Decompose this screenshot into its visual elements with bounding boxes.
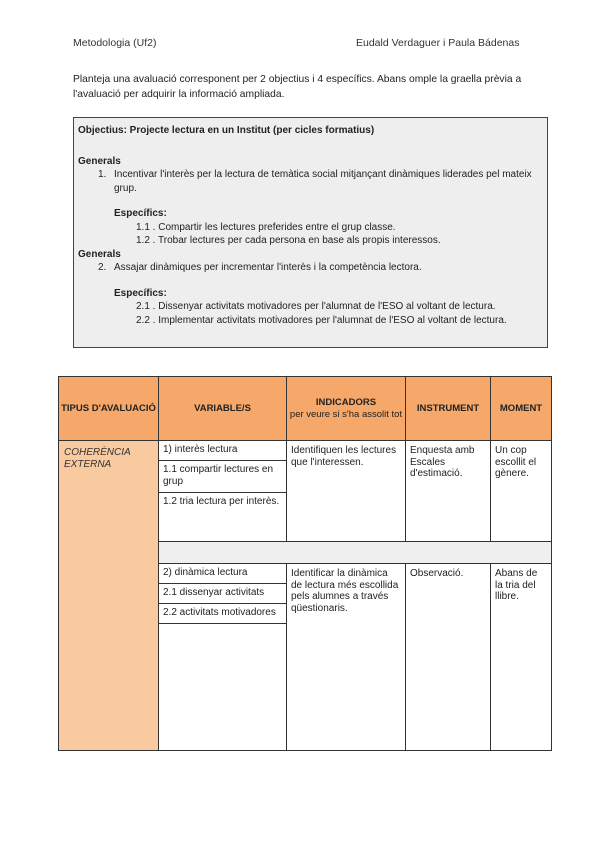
specific-goal: 2.2 . Implementar activitats motivadores per l'alumnat de l'ESO al voltant de lectura.	[136, 314, 507, 326]
general-goal-2	[78, 261, 543, 275]
variable-item: 2) dinàmica lectura	[159, 564, 286, 584]
instrument-cell-2	[406, 564, 491, 751]
variable-item: 2.2 activitats motivadores	[159, 604, 286, 624]
indicador-cell-1	[287, 441, 406, 542]
moment-cell-2	[491, 564, 552, 751]
specifics-label-2: Específics:	[114, 287, 167, 299]
indicador-cell-2	[287, 564, 406, 751]
header-tipus: TIPUS D'AVALUACIÓ	[59, 377, 159, 441]
indicador-text: Identifiquen les lectures que l'interessen.	[291, 445, 397, 468]
variable-item: 1.2 tria lectura per interès.	[163, 496, 280, 507]
instrument-text: Observació.	[410, 568, 464, 579]
header-left: Metodologia (Uf2)	[73, 37, 157, 49]
evaluation-table	[58, 376, 552, 751]
header-indicadors	[287, 377, 406, 441]
spacer-cell	[159, 542, 552, 564]
objectives-title: Objectius: Projecte lectura en un Institut (per cicles formatius)	[78, 125, 375, 136]
variables-cell-1	[159, 441, 287, 542]
generals-label-1: Generals	[78, 155, 121, 167]
tipus-cell: COHERÈNCIA EXTERNA	[59, 441, 159, 751]
variable-item: 1.1 compartir lectures en grup	[159, 461, 286, 493]
goal-number: 2.	[98, 262, 107, 273]
goal-text: Incentivar l'interès per la lectura de temàtica social mitjançant dinàmiques liderades pel mateix grup.	[114, 169, 532, 194]
specific-goal: 1.1 . Compartir les lectures preferides entre el grup classe.	[136, 221, 396, 233]
variable-item: 1) interès lectura	[159, 441, 286, 461]
header-indicadors-sub: per veure si s'ha assolit tot	[289, 408, 403, 420]
header-moment: MOMENT	[491, 377, 552, 441]
goal-number: 1.	[98, 169, 107, 180]
header-indicadors-title: INDICADORS	[315, 396, 377, 408]
instrument-text: Enquesta amb Escales d'estimació.	[410, 445, 475, 479]
header-variables: VARIABLE/S	[159, 377, 287, 441]
header-right: Eudald Verdaguer i Paula Bádenas	[356, 37, 520, 49]
generals-label-2: Generals	[78, 248, 121, 260]
moment-cell-1	[491, 441, 552, 542]
variable-item: 2.1 dissenyar activitats	[159, 584, 286, 604]
goal-text: Assajar dinàmiques per incrementar l'interès i la competència lectora.	[114, 262, 422, 273]
specific-goal: 2.1 . Dissenyar activitats motivadores per l'alumnat de l'ESO al voltant de lectura.	[136, 301, 496, 312]
moment-text: Abans de la tria del llibre.	[495, 568, 538, 602]
instrument-cell-1	[406, 441, 491, 542]
moment-text: Un cop escollit el gènere.	[495, 445, 537, 479]
intro-text: Planteja una avaluació corresponent per 2 objectius i 4 específics. Abans omple la graella prèvia a l'avaluació per adquirir la informació ampliada.	[73, 74, 522, 100]
specific-goal: 1.2 . Trobar lectures per cada persona en base als propis interessos.	[136, 235, 441, 246]
table-row-block1	[59, 441, 552, 542]
variables-cell-2	[159, 564, 287, 751]
specifics-label-1: Específics:	[114, 208, 167, 219]
header-instrument: INSTRUMENT	[406, 377, 491, 441]
objectives-box	[73, 117, 548, 348]
general-goal-1	[78, 168, 543, 195]
table-header-row	[59, 377, 552, 441]
indicador-text: Identificar la dinàmica de lectura més escollida pels alumnes a través qüestionaris.	[291, 568, 399, 614]
